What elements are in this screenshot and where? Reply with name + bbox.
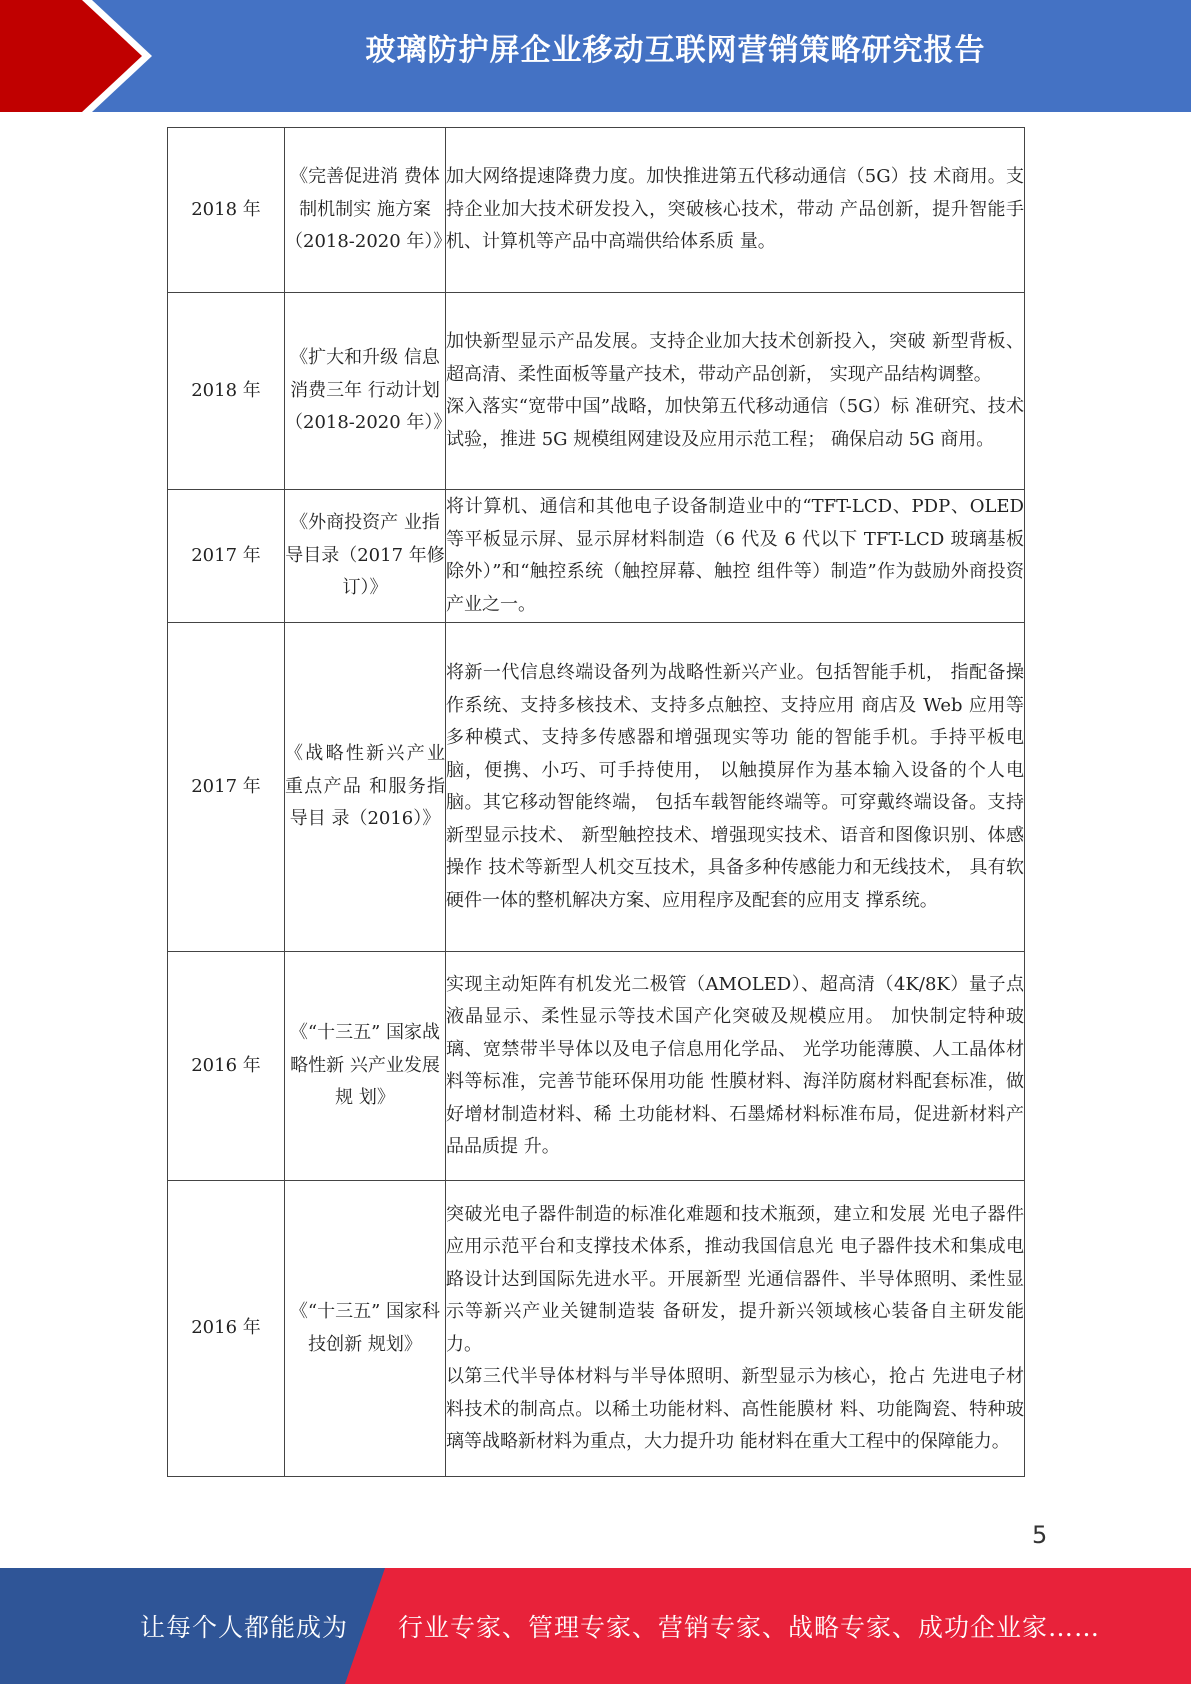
policy-paragraph: 实现主动矩阵有机发光二极管（AMOLED）、超高清（4K/8K）量子点液晶显示、柔性显示等技术国产化突破及规模应用。 加快制定特种玻璃、宽禁带半导体以及电子信息用化学品、 光学功能薄膜、人工晶体材料等标准，完善节能环保用功能 性膜材料、海洋防腐材料配套标准，做好增材制造材料、稀 土功能材料、石墨烯材料标准布局，促进新材料产品品质提 升。 xyxy=(446,973,1024,1157)
policy-paragraph: 突破光电子器件制造的标准化难题和技术瓶颈，建立和发展 光电子器件应用示范平台和支撑技术体系，推动我国信息光 电子器件技术和集成电路设计达到国际先进水平。开展新型 光通信器件、半导体照明、柔性显示等新兴产业关键制造装 备研发，提升新兴领域核心装备自主研发能力。 xyxy=(446,1203,1024,1355)
policy-document-cell: 《扩大和升级 信息消费三年 行动计划（2018-2020 年）》 xyxy=(285,293,446,490)
policy-table xyxy=(167,127,1025,1477)
footer-slogan-right: 行业专家、管理专家、营销专家、战略专家、成功企业家…… xyxy=(398,1613,1101,1642)
policy-content-cell xyxy=(446,128,1025,293)
table-row xyxy=(168,128,1025,293)
year-cell: 2017 年 xyxy=(168,623,285,952)
policy-paragraph: 将计算机、通信和其他电子设备制造业中的“TFT-LCD、PDP、OLED 等平板显示屏、显示屏材料制造（6 代及 6 代以下 TFT-LCD 玻璃基板除外）”和“触控系统（触控屏幕、触控 组件等）制造”作为鼓励外商投资产业之一。 xyxy=(446,496,1024,615)
policy-document-cell: 《“十三五” 国家战略性新 兴产业发展规 划》 xyxy=(285,952,446,1181)
policy-content-cell xyxy=(446,1181,1025,1477)
table-row xyxy=(168,1181,1025,1477)
policy-paragraph: 深入落实“宽带中国”战略，加快第五代移动通信（5G）标 准研究、技术试验，推进 5G 规模组网建设及应用示范工程； 确保启动 5G 商用。 xyxy=(446,396,1024,450)
policy-document-cell: 《战略性新兴产业重点产品 和服务指导目 录（2016）》 xyxy=(285,623,446,952)
footer-slogan-left: 让每个人都能成为 xyxy=(140,1613,349,1642)
policy-paragraph: 加大网络提速降费力度。加快推进第五代移动通信（5G）技 术商用。支持企业加大技术研发投入，突破核心技术，带动 产品创新，提升智能手机、计算机等产品中高端供给体系质 量。 xyxy=(446,166,1024,253)
policy-paragraph: 加快新型显示产品发展。支持企业加大技术创新投入，突破 新型背板、超高清、柔性面板等量产技术，带动产品创新， 实现产品结构调整。 xyxy=(446,331,1024,385)
policy-content-cell xyxy=(446,490,1025,623)
policy-content-cell xyxy=(446,623,1025,952)
year-cell: 2016 年 xyxy=(168,1181,285,1477)
year-cell: 2018 年 xyxy=(168,128,285,293)
table-row xyxy=(168,952,1025,1181)
policy-content-cell xyxy=(446,952,1025,1181)
year-cell: 2016 年 xyxy=(168,952,285,1181)
policy-content-cell xyxy=(446,293,1025,490)
year-cell: 2018 年 xyxy=(168,293,285,490)
policy-document-cell: 《完善促进消 费体制机制实 施方案（2018-2020 年）》 xyxy=(285,128,446,293)
policy-document-cell: 《“十三五” 国家科技创新 规划》 xyxy=(285,1181,446,1477)
page-footer xyxy=(0,1568,1191,1684)
table-row xyxy=(168,293,1025,490)
year-cell: 2017 年 xyxy=(168,490,285,623)
policy-paragraph: 以第三代半导体材料与半导体照明、新型显示为核心，抢占 先进电子材料技术的制高点。以稀土功能材料、高性能膜材 料、功能陶瓷、特种玻璃等战略新材料为重点，大力提升功 能材料在重大工程中的保障能力。 xyxy=(446,1366,1024,1452)
page-number: 5 xyxy=(1032,1521,1048,1549)
policy-document-cell: 《外商投资产 业指导目录（2017 年修订）》 xyxy=(285,490,446,623)
report-title: 玻璃防护屏企业移动互联网营销策略研究报告 xyxy=(365,33,986,68)
table-row xyxy=(168,623,1025,952)
policy-paragraph: 将新一代信息终端设备列为战略性新兴产业。包括智能手机， 指配备操作系统、支持多核技术、支持多点触控、支持应用 商店及 Web 应用等多种模式、支持多传感器和增强现实等功 能的智能手机。手持平板电脑，便携、小巧、可手持使用， 以触摸屏作为基本输入设备的个人电脑。其它移动智能终端， 包括车载智能终端等。可穿戴终端设备。支持新型显示技术、 新型触控技术、增强现实技术、语音和图像识别、体感操作 技术等新型人机交互技术，具备多种传感能力和无线技术， 具有软硬件一体的整机解决方案、应用程序及配套的应用支 撑系统。 xyxy=(446,662,1024,911)
page-header xyxy=(0,0,1191,112)
table-row xyxy=(168,490,1025,623)
